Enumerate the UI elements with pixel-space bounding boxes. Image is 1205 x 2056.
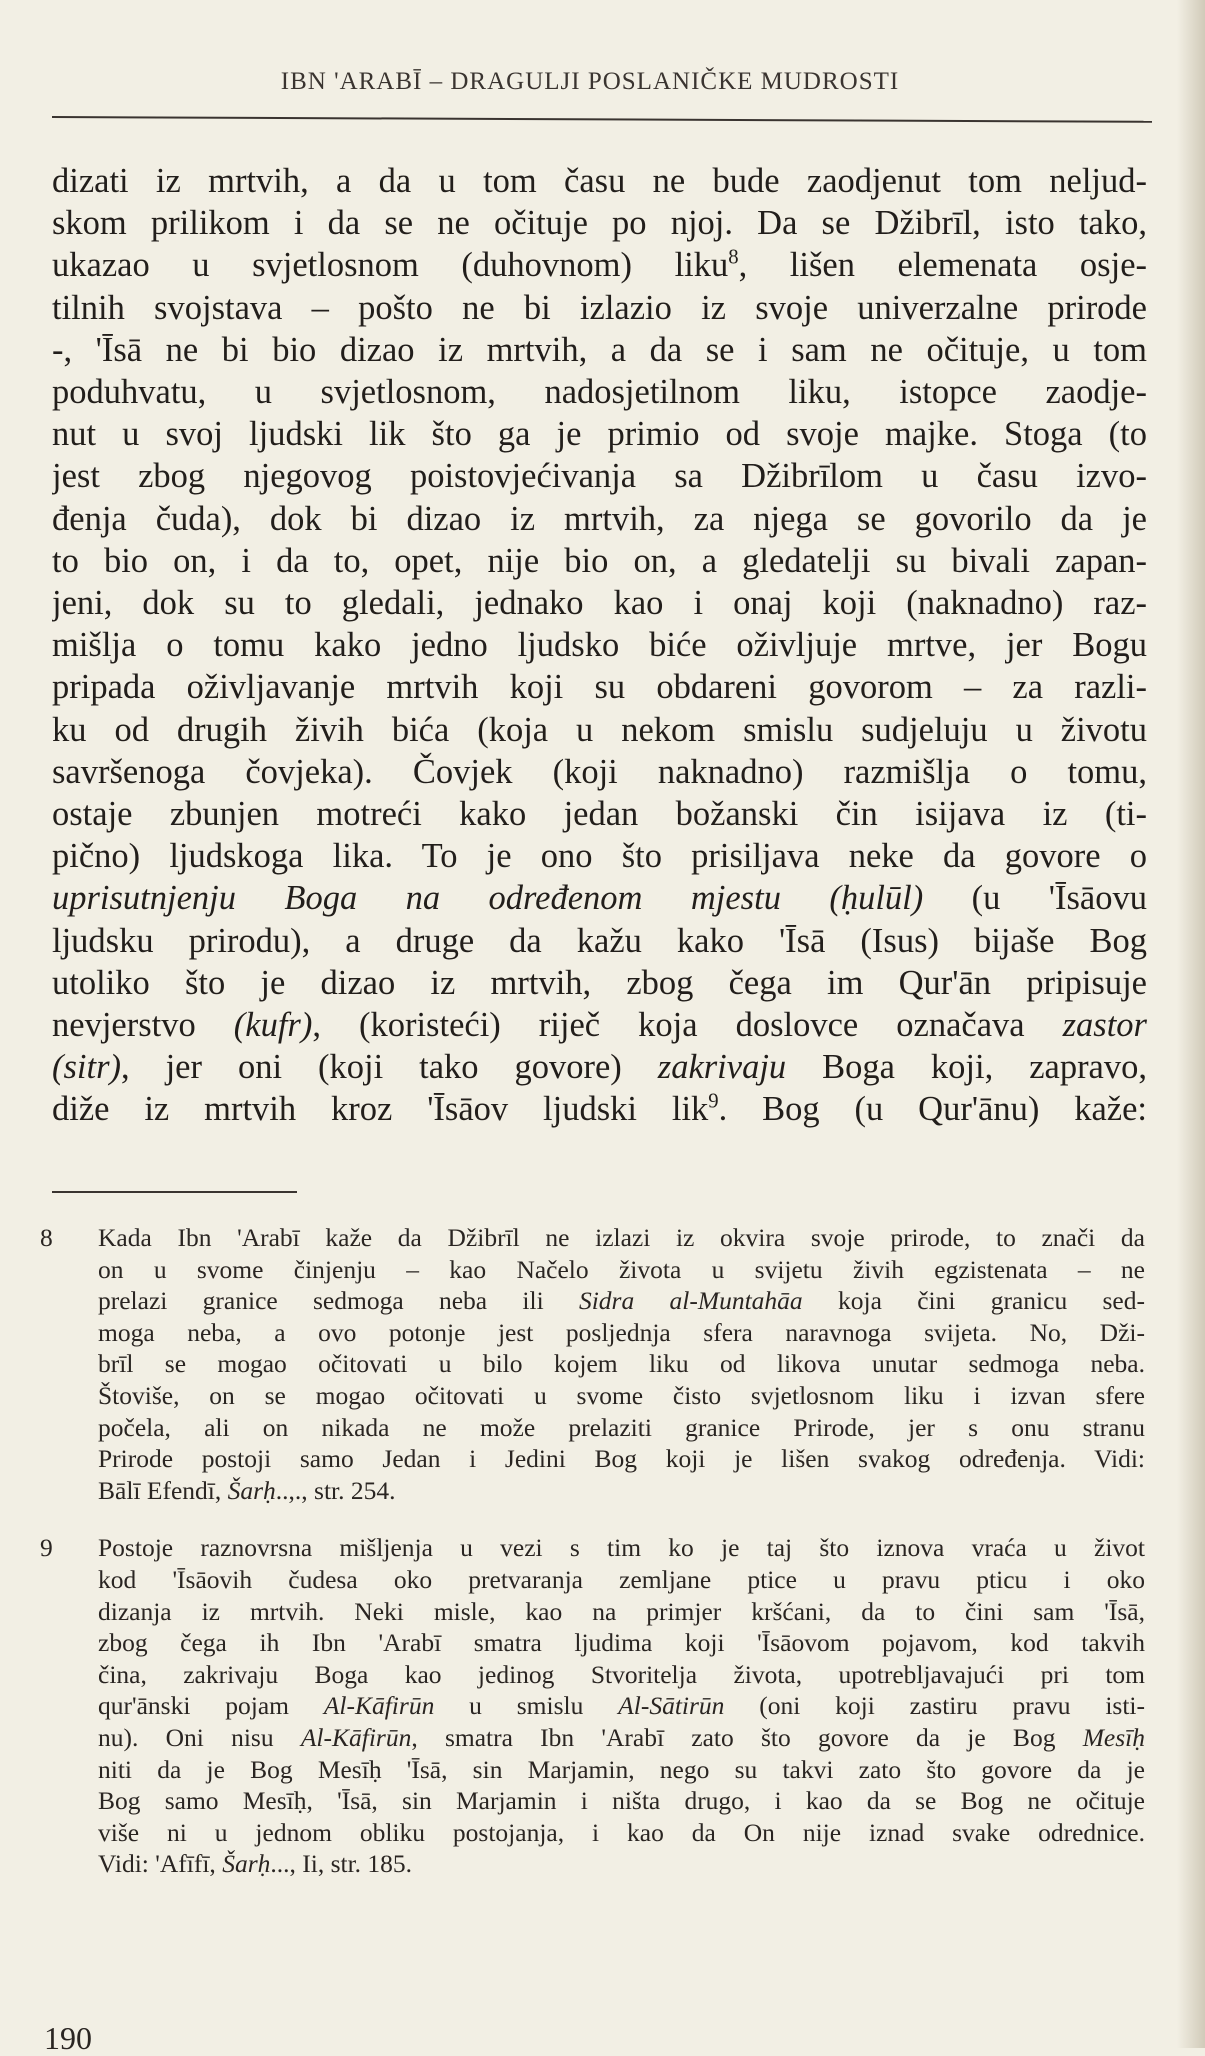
body-line (52, 371, 1147, 413)
text-run: Vidi: 'Afīfī, (98, 1849, 223, 1879)
text-run: čina, zakrivaju Boga kao jedinog Stvoritelja života, upotrebljavajući pri tom (98, 1659, 1145, 1689)
text-run: kod 'Īsāovih čudesa oko pretvaranja zemljane ptice u pravu pticu i oko (98, 1564, 1145, 1594)
footnote-line (98, 1380, 1145, 1412)
text-run: to bio on, i da to, opet, nije bio on, a gledatelji su bivali zapan- (52, 541, 1147, 580)
text-run: pripada oživljavanje mrtvih koji su obdareni govorom – za razli- (52, 668, 1147, 707)
footnote-line (98, 1564, 1145, 1596)
footnote-line (98, 1627, 1145, 1659)
text-run: ljudsku prirodu), a druge da kažu kako 'Īsā (Isus) bijaše Bog (52, 921, 1147, 960)
italic-term: Al-Kāfirūn (323, 1691, 435, 1721)
footnote-line (98, 1254, 1145, 1286)
italic-term: uprisutnjenju Boga na određenom mjestu (ḥulūl) (52, 879, 924, 918)
text-run: niti da je Bog Mesīḥ 'Īsā, sin Marjamin, nego su takvi zato što govore da je (98, 1754, 1145, 1784)
text-run: počela, ali on nikada ne može prelaziti granice Prirode, jer s onu stranu (98, 1412, 1145, 1442)
text-run: nut u svoj ljudski lik što ga je primio od svoje majke. Stoga (to (52, 415, 1147, 454)
footnote-line (98, 1817, 1145, 1849)
text-run: đenja čuda), dok bi dizao iz mrtvih, za njega se govorilo da je (52, 499, 1147, 538)
body-line (52, 582, 1147, 624)
text-run: jeni, dok su to gledali, jednako kao i onaj koji (naknadno) raz- (52, 584, 1147, 623)
footnote-line (98, 1412, 1145, 1444)
footnote-9 (40, 1532, 1145, 1880)
text-run: skom prilikom i da se ne očituje po njoj. Da se Džibrīl, isto tako, (52, 204, 1147, 243)
body-line (52, 287, 1147, 329)
italic-term: Šarḥ (227, 1475, 276, 1505)
text-run: ku od drugih živih bića (koja u nekom smislu sudjeluju u životu (52, 710, 1147, 749)
footnote-line (98, 1222, 1145, 1254)
body-line (52, 793, 1147, 835)
text-run: dizanja iz mrtvih. Neki misle, kao na primjer kršćani, da to čini sam 'Īsā, (98, 1596, 1145, 1626)
text-run: brīl se mogao očitovati u bilo kojem liku od likova unutar sedmoga neba. (98, 1349, 1145, 1379)
body-line (52, 709, 1147, 751)
footnote-number: 9 (40, 1533, 53, 1563)
body-line (52, 202, 1147, 244)
text-run: dizati iz mrtvih, a da u tom času ne bude zaodjenut tom neljud- (52, 162, 1147, 200)
body-line (52, 244, 1147, 286)
text-run: on u svome činjenju – kao Načelo života u svijetu živih egzistenata – ne (98, 1254, 1145, 1284)
body-line (52, 877, 1147, 919)
italic-term: (sitr) (52, 1048, 121, 1087)
footnote-line (98, 1848, 1145, 1880)
text-run: poduhvatu, u svjetlosnom, nadosjetilnom liku, istopce zaodje- (52, 373, 1147, 412)
italic-term: Al-Sātirūn (618, 1691, 725, 1721)
body-line (52, 329, 1147, 371)
text-run: mišlja o tomu kako jedno ljudsko biće oživljuje mrtve, jer Bogu (52, 626, 1147, 665)
text-run: savršenoga čovjeka). Čovjek (koji naknadno) razmišlja o tomu, (52, 752, 1147, 791)
footnote-number: 8 (40, 1223, 53, 1252)
page-number: 190 (44, 2020, 92, 2056)
text-run: u smislu (434, 1691, 619, 1721)
body-line (52, 413, 1147, 455)
footnote-line (98, 1475, 1145, 1507)
header-rule (52, 116, 1152, 123)
footnote-line (98, 1532, 1145, 1564)
page-edge-shadow (1177, 0, 1205, 2048)
text-run: , smatra Ibn 'Arabī zato što govore da je Bog (411, 1722, 1083, 1752)
text-run: , jer oni (koji tako govore) (121, 1048, 658, 1087)
italic-term: (kufr) (233, 1006, 313, 1045)
text-run: nu). Oni nisu (98, 1722, 301, 1752)
footnote-line (98, 1785, 1145, 1817)
body-line (52, 498, 1147, 540)
text-run: (u 'Īsāovu (923, 879, 1147, 918)
footnote-line (98, 1596, 1145, 1628)
text-run: Bog samo Mesīḥ, 'Īsā, sin Marjamin i ništa drugo, i kao da se Bog ne očituje (98, 1786, 1145, 1816)
text-run: koja čini granicu sed- (802, 1286, 1145, 1316)
body-line (52, 455, 1147, 497)
italic-term: Sidra al-Muntahāa (578, 1286, 803, 1316)
running-header: IBN 'ARABĪ – DRAGULJI POSLANIČKE MUDROSTI (280, 68, 900, 95)
body-line (52, 1004, 1147, 1046)
text-run: Postoje raznovrsna mišljenja u vezi s tim ko je taj što iznova vraća u život (98, 1533, 1145, 1563)
italic-term: Al-Kāfirūn (300, 1722, 412, 1752)
text-run: prelazi granice sedmoga neba ili (98, 1286, 579, 1316)
text-run: Prirode postoji samo Jedan i Jedini Bog koji je lišen svakog određenja. Vidi: (98, 1444, 1145, 1474)
footnote-line (98, 1690, 1145, 1722)
text-run: Kada Ibn 'Arabī kaže da Džibrīl ne izlazi iz okvira svoje prirode, to znači da (98, 1223, 1145, 1252)
body-line (52, 751, 1147, 793)
body-line (52, 624, 1147, 666)
body-line (52, 160, 1147, 202)
footnote-line (98, 1722, 1145, 1754)
text-run: jest zbog njegovog poistovjećivanja sa Džibrīlom u času izvo- (52, 457, 1147, 496)
text-run: ..,., str. 254. (275, 1475, 396, 1505)
text-run: -, 'Īsā ne bi bio dizao iz mrtvih, a da se i sam ne očituje, u tom (52, 330, 1147, 369)
footnote-line (98, 1754, 1145, 1786)
main-text-block (52, 160, 1147, 1131)
footnote-ref: 8 (728, 246, 739, 269)
text-run: (oni koji zastiru pravu isti- (724, 1691, 1145, 1721)
footnote-line (98, 1317, 1145, 1349)
footnotes-block (40, 1222, 1145, 1906)
text-run: zbog čega ih Ibn 'Arabī smatra ljudima koji 'Īsāovom pojavom, kod takvih (98, 1628, 1145, 1658)
italic-term: Mesīḥ (1082, 1722, 1145, 1752)
body-line (52, 835, 1147, 877)
italic-term: zakrivaju (657, 1048, 787, 1087)
body-line (52, 920, 1147, 962)
body-line (52, 540, 1147, 582)
body-line (52, 1088, 1147, 1130)
body-line (52, 666, 1147, 708)
text-run: , (koristeći) riječ koja doslovce označava (312, 1006, 1063, 1045)
text-run: ostaje zbunjen motreći kako jedan božanski čin isijava iz (ti- (52, 795, 1147, 834)
footnote-line (98, 1443, 1145, 1475)
footnote-8 (40, 1222, 1145, 1506)
footnote-ref: 9 (708, 1090, 719, 1113)
footnote-line (98, 1285, 1145, 1317)
text-run: . Bog (u Qur'ānu) kaže: (718, 1090, 1147, 1129)
body-line (52, 962, 1147, 1004)
text-run: Bālī Efendī, (98, 1475, 228, 1505)
text-run: nevjerstvo (52, 1006, 234, 1045)
footnote-line (98, 1659, 1145, 1691)
footnote-line (98, 1348, 1145, 1380)
text-run: moga neba, a ovo potonje jest posljednja sfera naravnoga svijeta. No, Dži- (98, 1317, 1145, 1347)
text-run: tilnih svojstava – pošto ne bi izlazio iz svoje univerzalne prirode (52, 288, 1147, 327)
body-line (52, 1046, 1147, 1088)
text-run: diže iz mrtvih kroz 'Īsāov ljudski lik (52, 1090, 709, 1129)
text-run: ..., Ii, str. 185. (270, 1849, 413, 1879)
text-run: Boga koji, zapravo, (786, 1048, 1147, 1087)
text-run: qur'ānski pojam (98, 1691, 324, 1721)
text-run: pično) ljudskoga lika. To je ono što prisiljava neke da govore o (52, 837, 1147, 876)
text-run: Štoviše, on se mogao očitovati u svome čisto svjetlosnom liku i izvan sfere (98, 1380, 1145, 1410)
text-run: više ni u jednom obliku postojanja, i kao da On nije iznad svake odrednice. (98, 1817, 1145, 1847)
text-run: utoliko što je dizao iz mrtvih, zbog čega im Qur'ān pripisuje (52, 963, 1147, 1002)
text-run: , lišen elemenata osje- (738, 246, 1147, 285)
italic-term: zastor (1062, 1006, 1147, 1045)
text-run: ukazao u svjetlosnom (duhovnom) liku (52, 246, 729, 285)
italic-term: Šarḥ (222, 1849, 271, 1879)
footnote-separator (52, 1191, 297, 1193)
